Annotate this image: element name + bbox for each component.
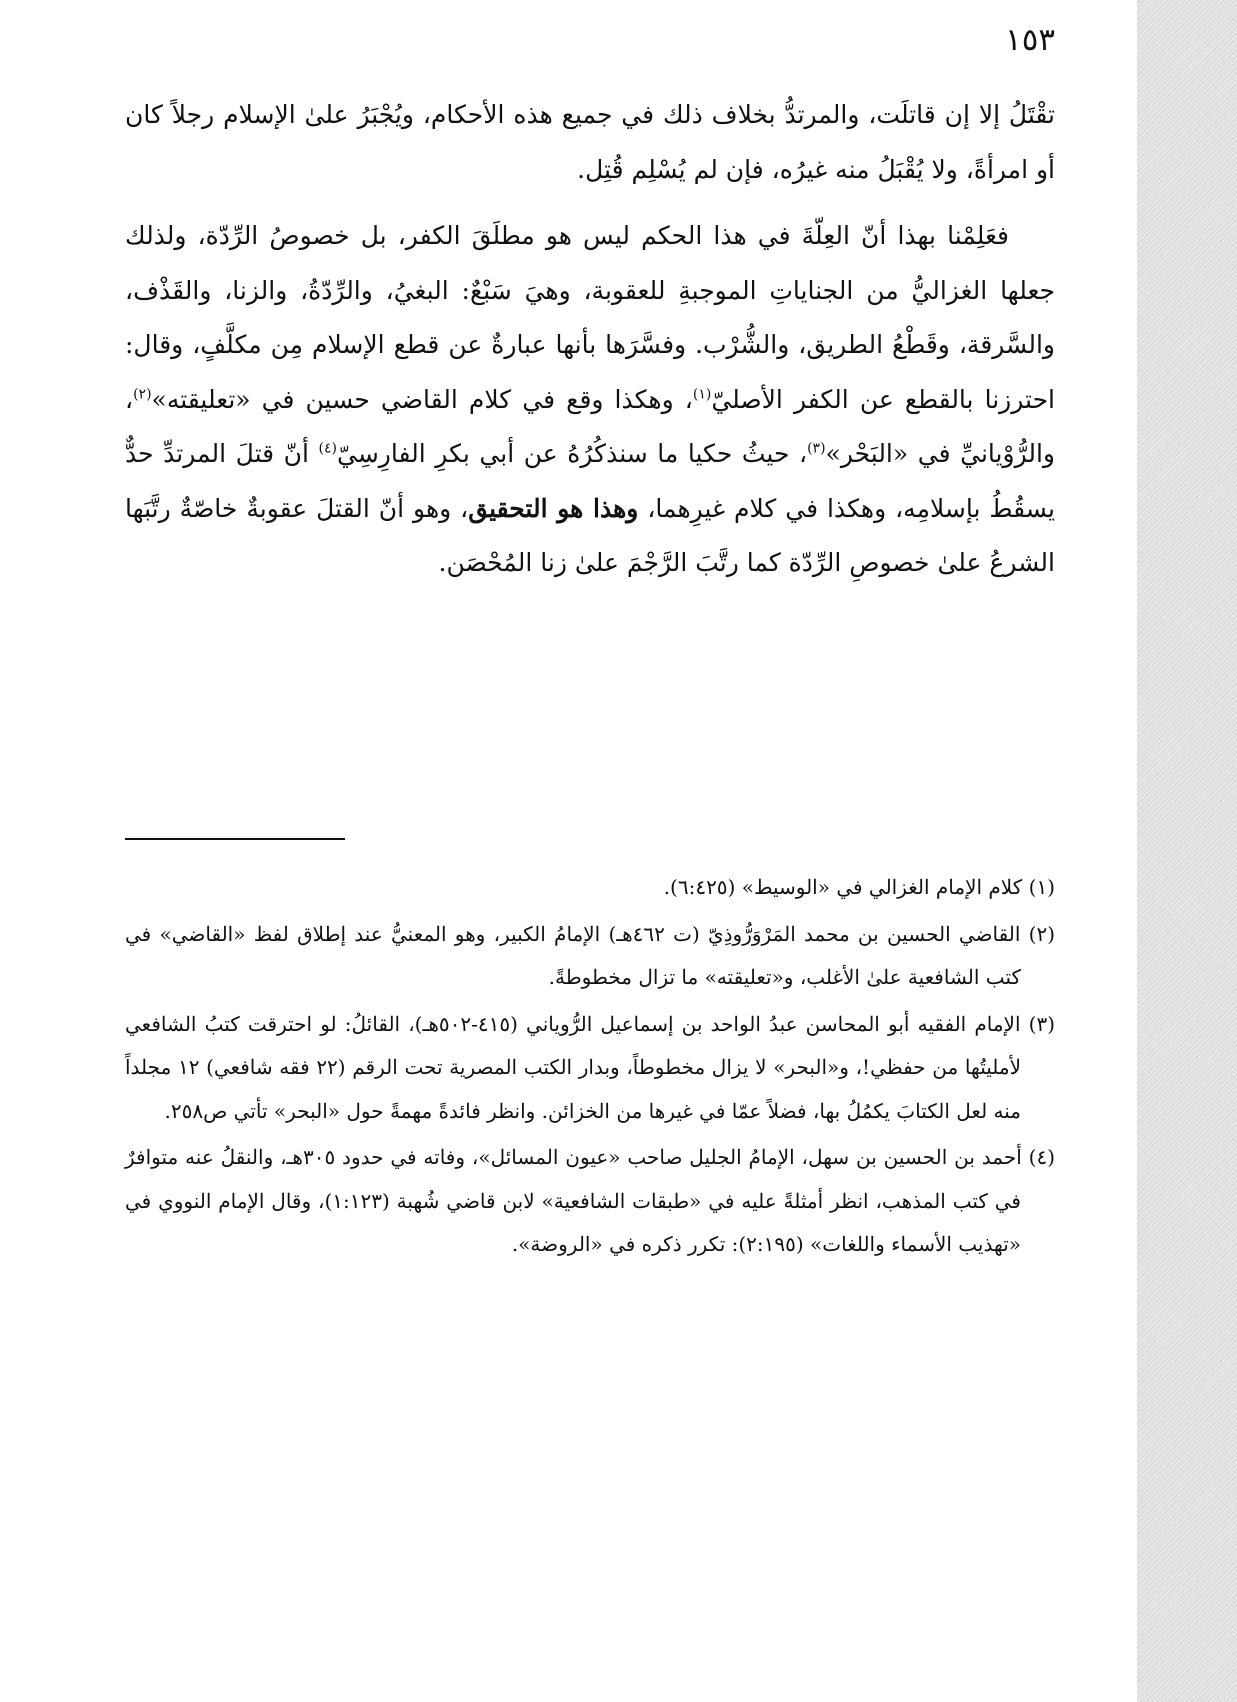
paragraph-2-part-e: أنّ قتلَ المرتدِّ حدٌّ يسقُطُ بإسلامِه، وهكذا في كلام غيرِهما، [125,439,1055,523]
footnote-ref-4: (٤) [318,440,338,457]
paragraph-2 [125,209,1055,591]
paragraph-2-part-a: فعَلِمْنا بهذا أنّ العِلّةَ في هذا الحكم ليس هو مطلَقَ الكفر، بل خصوصُ الرِّدّة، ولذلك جعلها الغزاليُّ من الجناياتِ الموجبةِ للعقوبة، وهيَ سَبْعٌ: البغيُ، والرِّدّةُ، والزنا، والقَذْف، والسَّرقة، وقَطْعُ الطريق، والشُّرْب. وفسَّرَها بأنها عبارةٌ عن قطع الإسلام مِن مكلَّفٍ، وقال: احترزنا بالقطع عن الكفر الأصليّ [125,221,1055,414]
main-text [125,88,1055,591]
footnote-number: (١) [1028,875,1055,899]
footnote-ref-2: (٢) [133,386,152,403]
footnote-text: الإمام الفقيه أبو المحاسن عبدُ الواحد بن إسماعيل الرُّوياني (٤١٥-٥٠٢هـ)، القائلُ: لو احترقت كتبُ الشافعي لأمليتُها من حفظي!، و«البحر» لا يزال مخطوطاً، وبدار الكتب المصرية تحت الرقم (٢٢ فقه شافعي) ١٢ مجلداً منه لعل الكتابَ يكمُلُ بها، فضلاً عمّا في غيرها من الخزائن. وانظر فائدةً مهمةً حول «البحر» تأتي ص٢٥٨. [125,1011,1021,1123]
footnote-1 [125,866,1055,910]
paragraph-2-part-d: ، حيثُ حكيا ما سنذكُرُهُ عن أبي بكرِ الفارِسِيّ [337,439,808,468]
paragraph-2-emphasis: وهذا هو التحقيق [468,493,639,523]
footnote-number: (٢) [1028,921,1055,946]
footnote-text: أحمد بن الحسين بن سهل، الإمامُ الجليل صاحب «عيون المسائل»، وفاته في حدود ٣٠٥هـ، والنقلُ عنه متوافرٌ في كتب المذهب، انظر أمثلةً عليه في «طبقات الشافعية» لابن قاضي شُهبة (١:١٢٣)، وقال الإمام النووي في «تهذيب الأسماء واللغات» (٢:١٩٥): تكرر ذكره في «الروضة». [125,1145,1022,1256]
paragraph-2-part-c: ، والرُّوْيانيِّ في «البَحْر» [125,384,1056,468]
page-number: ١٥٣ [1005,22,1055,58]
footnote-ref-1: (١) [692,386,712,403]
book-page [125,0,1055,1702]
footnote-text: كلام الإمام الغزالي في «الوسيط» (٦:٤٢٥). [663,875,1023,899]
scan-edge-texture [1137,0,1237,1702]
footnote-text: القاضي الحسين بن محمد المَرْوَرُّوذِيّ (ت ٤٦٢هـ) الإمامُ الكبير، وهو المعنيُّ عند إطلاق لفظ «القاضي» في كتب الشافعية علىٰ الأغلب، و«تعليقته» ما تزال مخطوطةً. [125,921,1021,989]
footnote-divider [125,838,345,840]
footnote-ref-3: (٣) [807,440,826,457]
footnote-2 [125,913,1055,1000]
footnote-3 [125,1003,1055,1134]
paragraph-2-part-f: ، وهو أنّ القتلَ عقوبةٌ خاصّةٌ رتَّبَها الشرعُ علىٰ خصوصِ الرِّدّة كما رتَّبَ الرَّجْمَ علىٰ زنا المُحْصَن. [125,493,1055,577]
footnote-number: (٣) [1028,1011,1056,1036]
paragraph-2-part-b: ، وهكذا وقع في كلام القاضي حسين في «تعليقته» [151,384,693,414]
footnotes-list [125,866,1055,1270]
footnote-number: (٤) [1028,1145,1056,1169]
footnote-4 [125,1136,1055,1267]
paragraph-1: تقْتَلُ إلا إن قاتلَت، والمرتدُّ بخلاف ذلك في جميع هذه الأحكام، ويُجْبَرُ علىٰ الإسلام رجلاً كان أو امرأةً، ولا يُقْبَلُ منه غيرُه، فإن لم يُسْلِم قُتِل. [125,100,1055,184]
